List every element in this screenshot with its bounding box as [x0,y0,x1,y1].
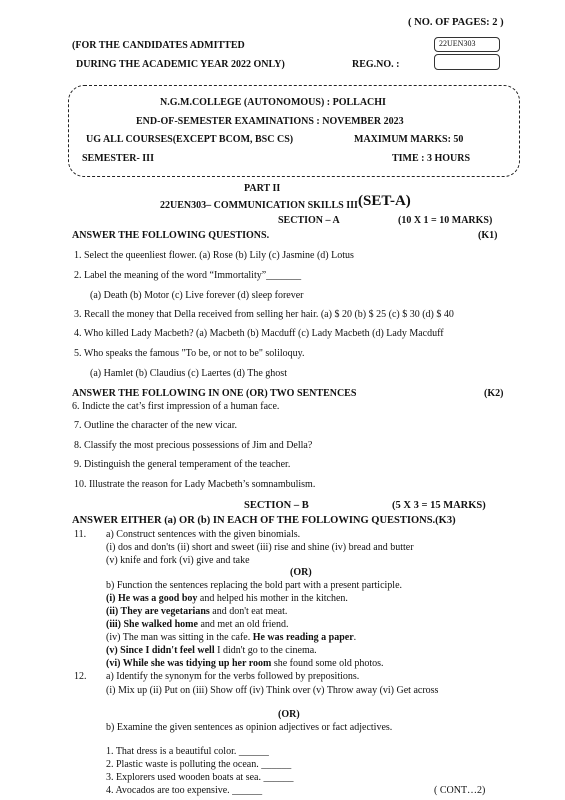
exam-name: END-OF-SEMESTER EXAMINATIONS : NOVEMBER 2023 [136,116,404,127]
question-11b-vi-rest: she found some old photos. [271,658,384,669]
college-name: N.G.M.COLLEGE (AUTONOMOUS) : POLLACHI [160,97,386,108]
section-b-title: SECTION – B [244,500,309,511]
section-a-k2: (K2) [484,388,504,399]
question-7: 7. Outline the character of the new vicar. [74,420,237,431]
max-marks: MAXIMUM MARKS: 50 [354,134,464,145]
section-a-instruction: ANSWER THE FOLLOWING QUESTIONS. [72,230,270,241]
subject-code-box [434,37,500,52]
section-a-title: SECTION – A [278,215,340,226]
question-11b-iv-bold: He was reading a paper [252,632,354,643]
section-a-k1: (K1) [478,230,498,241]
semester: SEMESTER- III [82,153,154,164]
question-11b-iv [106,632,356,643]
question-10: 10. Illustrate the reason for Lady Macbeth’s somnambulism. [74,479,316,490]
question-11a: a) Construct sentences with the given binomials. [106,529,301,540]
question-5: 5. Who speaks the famous "To be, or not to be" soliloquy. [74,348,305,359]
question-12a: a) Identify the synonym for the verbs followed by prepositions. [106,671,360,682]
question-11b-vi [106,658,384,669]
question-11b-iii [106,619,288,630]
question-5-options: (a) Hamlet (b) Claudius (c) Laertes (d) The ghost [90,368,287,379]
question-12b-3: 3. Explorers used wooden boats at sea. ______ [106,772,294,783]
question-12a-line1: (i) Mix up (ii) Put on (iii) Show off (iv) Think over (v) Throw away (vi) Get across [106,685,439,696]
question-11b-v [106,645,317,656]
question-6: 6. Indicte the cat’s first impression of a human face. [72,401,280,412]
question-11b-iv-start: (iv) The man was sitting in the cafe. [106,632,253,643]
question-11b-ii-rest: and don't eat meat. [209,606,288,617]
question-11b-iv-end: . [353,632,357,643]
question-11b-vi-bold: (vi) While she was tidying up her room [106,658,272,669]
question-12b: b) Examine the given sentences as opinion adjectives or fact adjectives. [106,722,393,733]
exam-time: TIME : 3 HOURS [392,153,471,164]
question-9: 9. Distinguish the general temperament of the teacher. [74,459,291,470]
question-11b-v-rest: I didn't go to the cinema. [214,645,317,656]
question-11b-i-rest: and helped his mother in the kitchen. [197,593,348,604]
section-b-instruction: ANSWER EITHER (a) OR (b) IN EACH OF THE FOLLOWING QUESTIONS.(K3) [72,515,456,526]
continued-label: ( CONT…2) [434,785,486,796]
question-11b-ii-bold: (ii) They are vegetarians [106,606,210,617]
reg-no-box [434,54,500,70]
set-label: (SET-A) [358,193,411,209]
pages-count: ( NO. OF PAGES: 2 ) [408,17,504,28]
question-3: 3. Recall the money that Della received from selling her hair. (a) $ 20 (b) $ 25 (c) $ 30 (d) $ 40 [74,309,454,320]
question-11b-ii [106,606,287,617]
question-11b-iii-rest: and met an old friend. [197,619,289,630]
question-4: 4. Who killed Lady Macbeth? (a) Macbeth (b) Macduff (c) Lady Macbeth (d) Lady Macduff [74,328,444,339]
question-11b-iii-bold: (iii) She walked home [106,619,198,630]
question-11b: b) Function the sentences replacing the bold part with a present participle. [106,580,403,591]
candidates-line1: (FOR THE CANDIDATES ADMITTED [72,40,245,51]
question-12b-4: 4. Avocados are too expensive. ______ [106,785,263,796]
question-12b-1: 1. That dress is a beautiful color. ______ [106,746,269,757]
question-2: 2. Label the meaning of the word “Immortality”_______ [74,270,302,281]
candidates-line2: DURING THE ACADEMIC YEAR 2022 ONLY) [76,59,285,70]
subject-code-box-text: 22UEN303 [439,39,476,48]
question-11b-v-bold: (v) Since I didn't feel well [106,645,215,656]
question-12-number: 12. [74,671,87,682]
question-8: 8. Classify the most precious possessions of Jim and Della? [74,440,313,451]
section-b-marks: (5 X 3 = 15 MARKS) [392,500,486,511]
question-12b-2: 2. Plastic waste is polluting the ocean. ______ [106,759,292,770]
section-a-instruction-2: ANSWER THE FOLLOWING IN ONE (OR) TWO SENTENCES [72,388,357,399]
question-11b-i-bold: (i) He was a good boy [106,593,198,604]
question-1: 1. Select the queenliest flower. (a) Rose (b) Lily (c) Jasmine (d) Lotus [74,250,354,261]
reg-no-label: REG.NO. : [352,59,400,70]
section-a-marks: (10 X 1 = 10 MARKS) [398,215,493,226]
question-11b-i [106,593,348,604]
or-separator-11: (OR) [290,567,312,578]
question-11-number: 11. [74,529,87,540]
part-label: PART II [244,183,281,194]
question-11a-line1: (i) dos and don'ts (ii) short and sweet (iii) rise and shine (iv) bread and butter [106,542,414,553]
question-11a-line2: (v) knife and fork (vi) give and take [106,555,250,566]
or-separator-12: (OR) [278,709,300,720]
courses: UG ALL COURSES(EXCEPT BCOM, BSC CS) [86,134,294,145]
subject-title: 22UEN303– COMMUNICATION SKILLS III [160,200,358,211]
question-2-options: (a) Death (b) Motor (c) Live forever (d) sleep forever [90,290,304,301]
